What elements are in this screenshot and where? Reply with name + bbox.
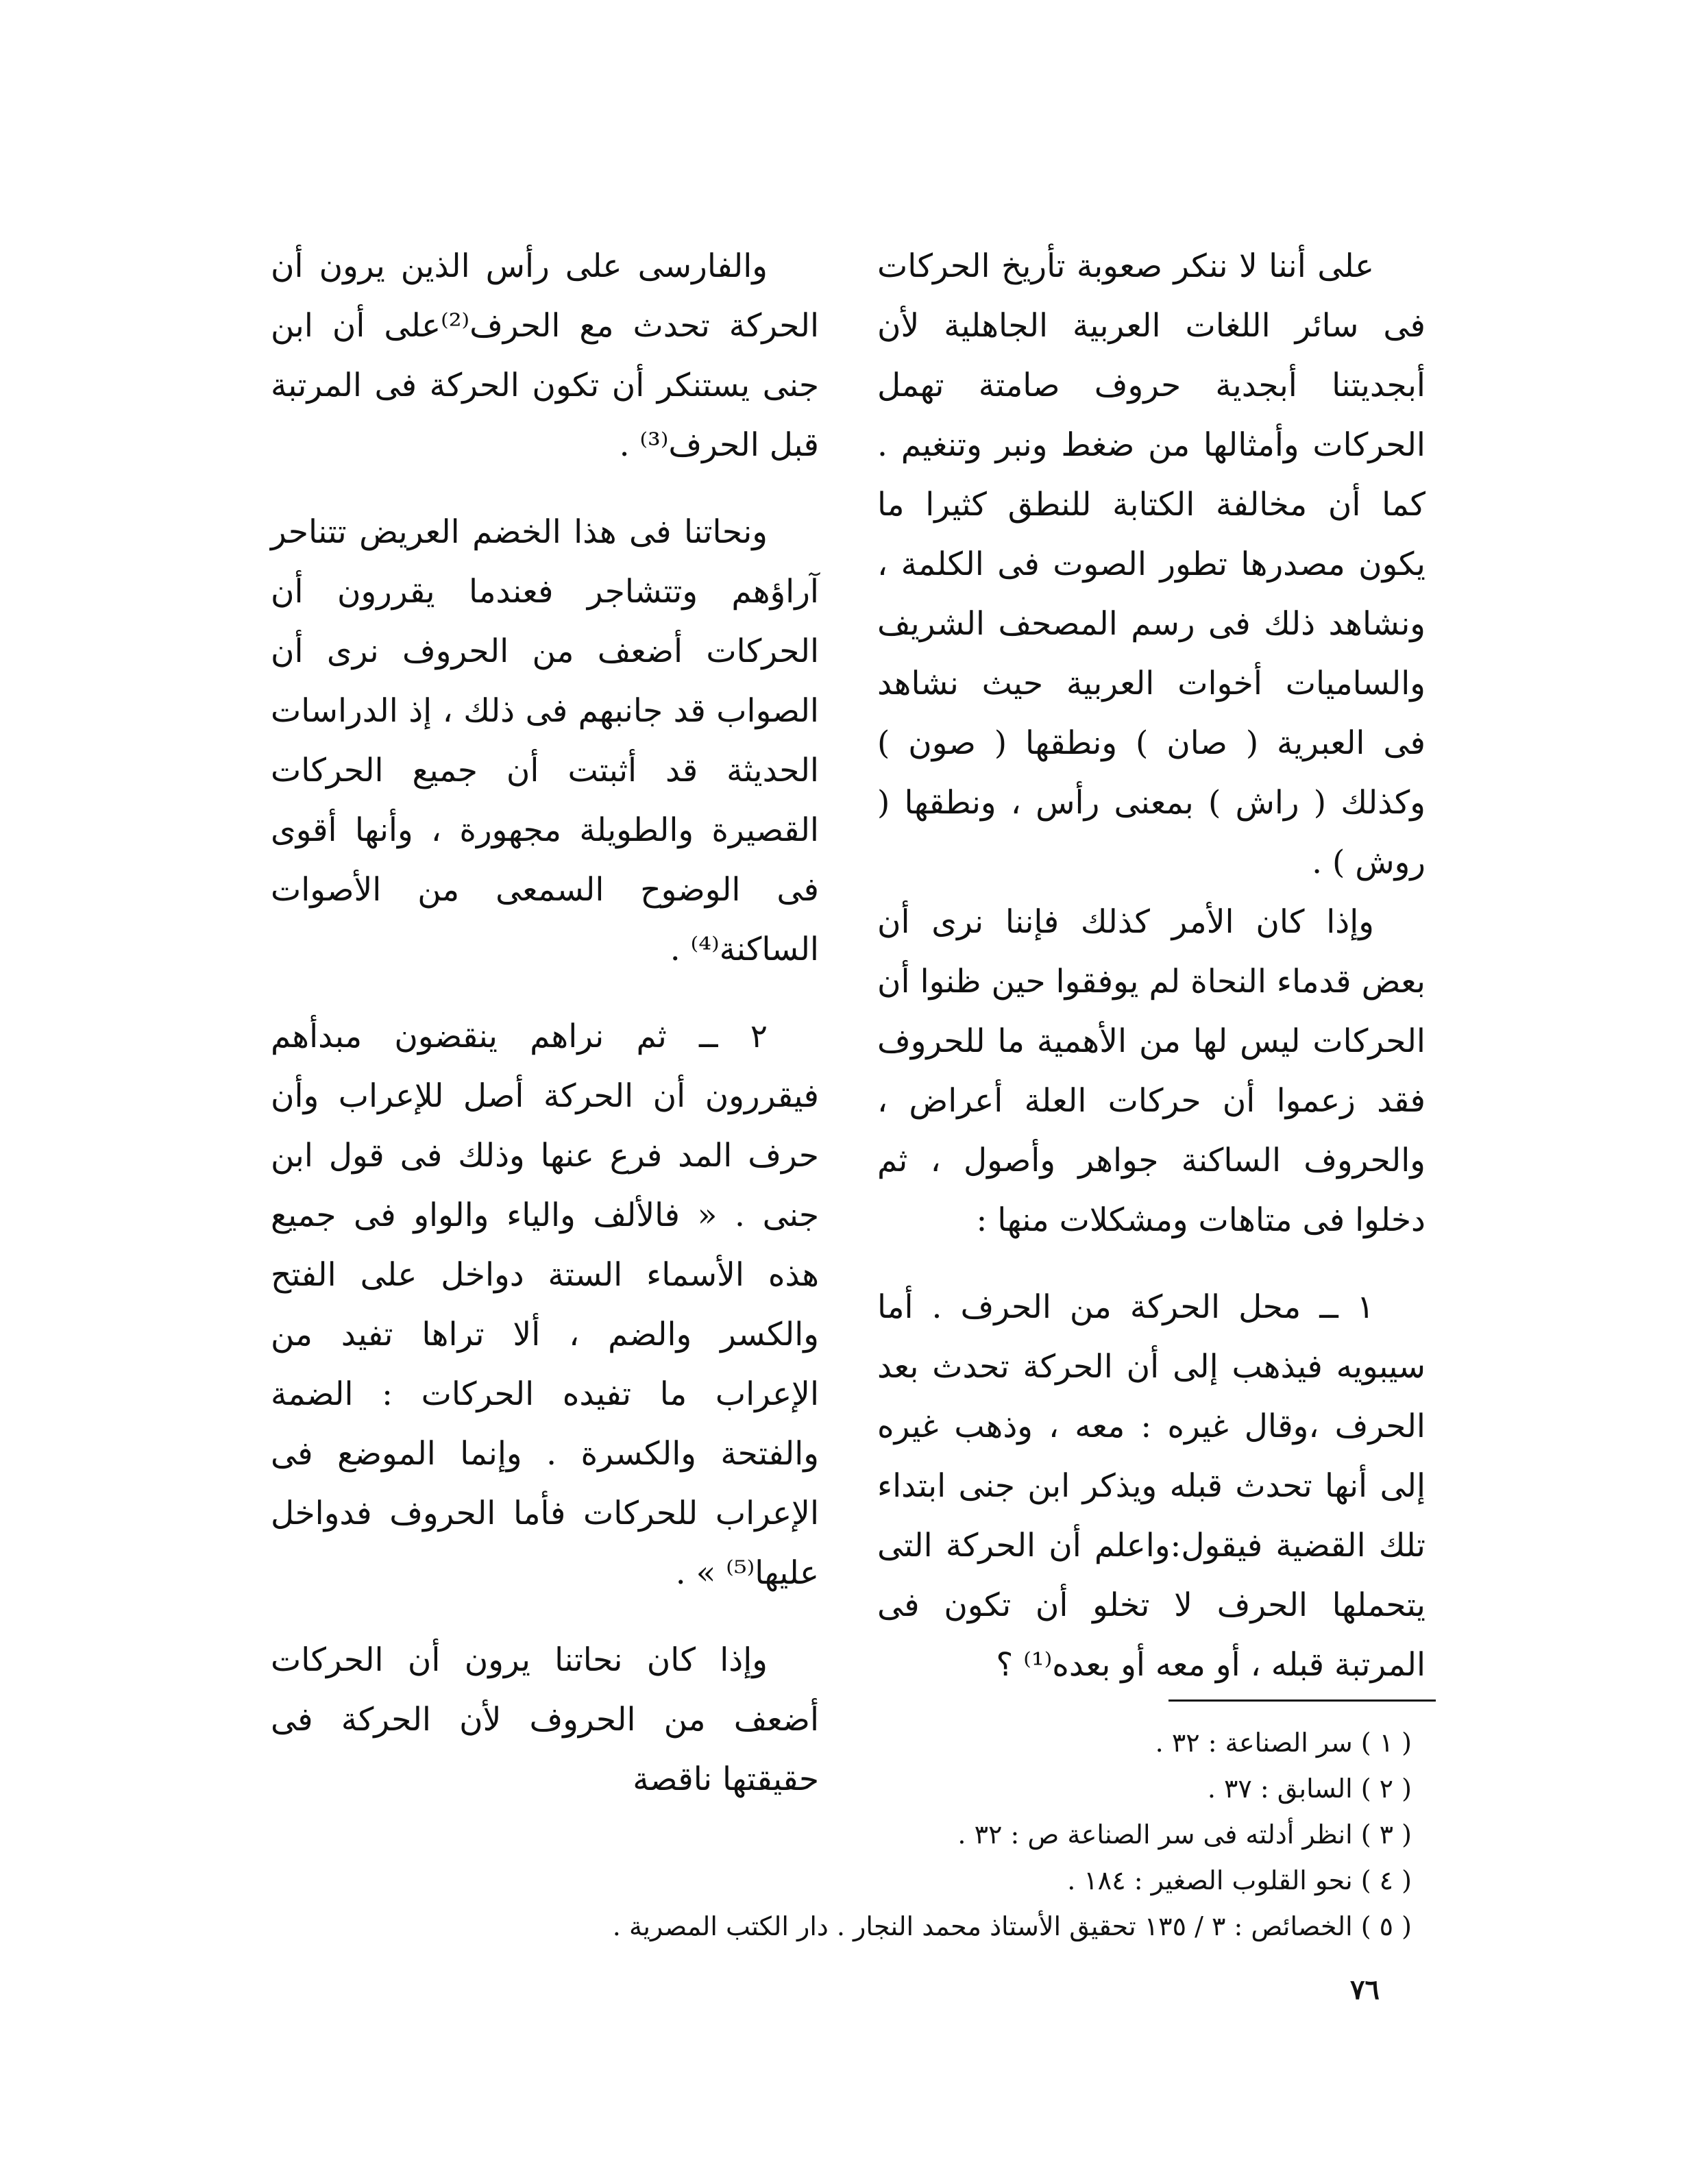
paragraph: وإذا كان الأمر كذلك فإننا نرى أن بعض قدماء النحاة لم يوفقوا حين ظنوا أن الحركات ليس لها من الأهمية ما للحروف فقد زعموا أن حركات العلة أعراض ، والحروف الساكنة جواهر وأصول ، ثم دخلوا فى متاهات ومشكلات منها : (877, 903, 1425, 1239)
footnote: ( ٣ ) انظر أدلته فى سر الصناعة ص : ٣٢ . (957, 1819, 1412, 1850)
paragraph: والفارسى على رأس الذين يرون أن الحركة تحدث مع الحرف⁽²⁾على أن ابن جنى يستنكر أن تكون الحركة فى المرتبة قبل الحرف⁽³⁾ . (271, 247, 819, 464)
paragraph-gap (271, 475, 819, 502)
paragraph-gap (877, 1250, 1425, 1277)
paragraph: على أننا لا ننكر صعوبة تأريخ الحركات فى سائر اللغات العربية الجاهلية لأن أبجديتنا أبجدية حروف صامتة تهمل الحركات وأمثالها من ضغط ونبر وتنغيم . كما أن مخالفة الكتابة للنطق كثيرا ما يكون مصدرها تطور الصوت فى الكلمة ، ونشاهد ذلك فى رسم المصحف الشريف والساميات أخوات العربية حيث نشاهد فى العبرية ( صان ) ونطقها ( صون ) وكذلك ( راش ) بمعنى رأس ، ونطقها ( روش ) . (877, 247, 1425, 881)
paragraph: وإذا كان نحاتنا يرون أن الحركات أضعف من الحروف لأن الحركة فى حقيقتها ناقصة (271, 1641, 819, 1798)
footnote: ( ٢ ) السابق : ٣٧ . (1207, 1774, 1412, 1804)
footnote: ( ٤ ) نحو القلوب الصغير : ١٨٤ . (1067, 1865, 1412, 1895)
footnotes (411, 1720, 1412, 1950)
paragraph-gap (271, 979, 819, 1007)
footnote-separator (1168, 1700, 1436, 1702)
footnote: ( ٥ ) الخصائص : ٣ / ١٣٥ تحقيق الأستاذ محمد النجار . دار الكتب المصرية . (612, 1911, 1412, 1941)
left-text-column (271, 236, 819, 1809)
paragraph: ١ ــ محل الحركة من الحرف . أما سيبويه فيذهب إلى أن الحركة تحدث بعد الحرف ،وقال غيره : معه ، وذهب غيره إلى أنها تحدث قبله ويذكر ابن جنى ابتداء تلك القضية فيقول:واعلم أن الحركة التى يتحملها الحرف لا تخلو أن تكون فى المرتبة قبله ، أو معه أو بعده⁽¹⁾ ؟ (877, 1288, 1425, 1684)
paragraph: ٢ ــ ثم نراهم ينقضون مبدأهم فيقررون أن الحركة أصل للإعراب وأن حرف المد فرع عنها وذلك فى قول ابن جنى . « فالألف والياء والواو فى جميع هذه الأسماء الستة دواخل على الفتح والكسر والضم ، ألا تراها تفيد من الإعراب ما تفيده الحركات : الضمة والفتحة والكسرة . وإنما الموضع فى الإعراب للحركات فأما الحروف فدواخل عليها⁽⁵⁾ » . (271, 1018, 819, 1592)
paragraph-gap (271, 1603, 819, 1630)
right-text-column (877, 236, 1425, 1695)
page-number: ٧٦ (1350, 1974, 1380, 2006)
paragraph: ونحاتنا فى هذا الخضم العريض تتناحر آراؤهم وتتشاجر فعندما يقررون أن الحركات أضعف من الحروف نرى أن الصواب قد جانبهم فى ذلك ، إذ الدراسات الحديثة قد أثبتت أن جميع الحركات القصيرة والطويلة مجهورة ، وأنها أقوى فى الوضوح السمعى من الأصوات الساكنة⁽⁴⁾ . (271, 513, 819, 968)
footnote: ( ١ ) سر الصناعة : ٣٢ . (1155, 1728, 1412, 1758)
